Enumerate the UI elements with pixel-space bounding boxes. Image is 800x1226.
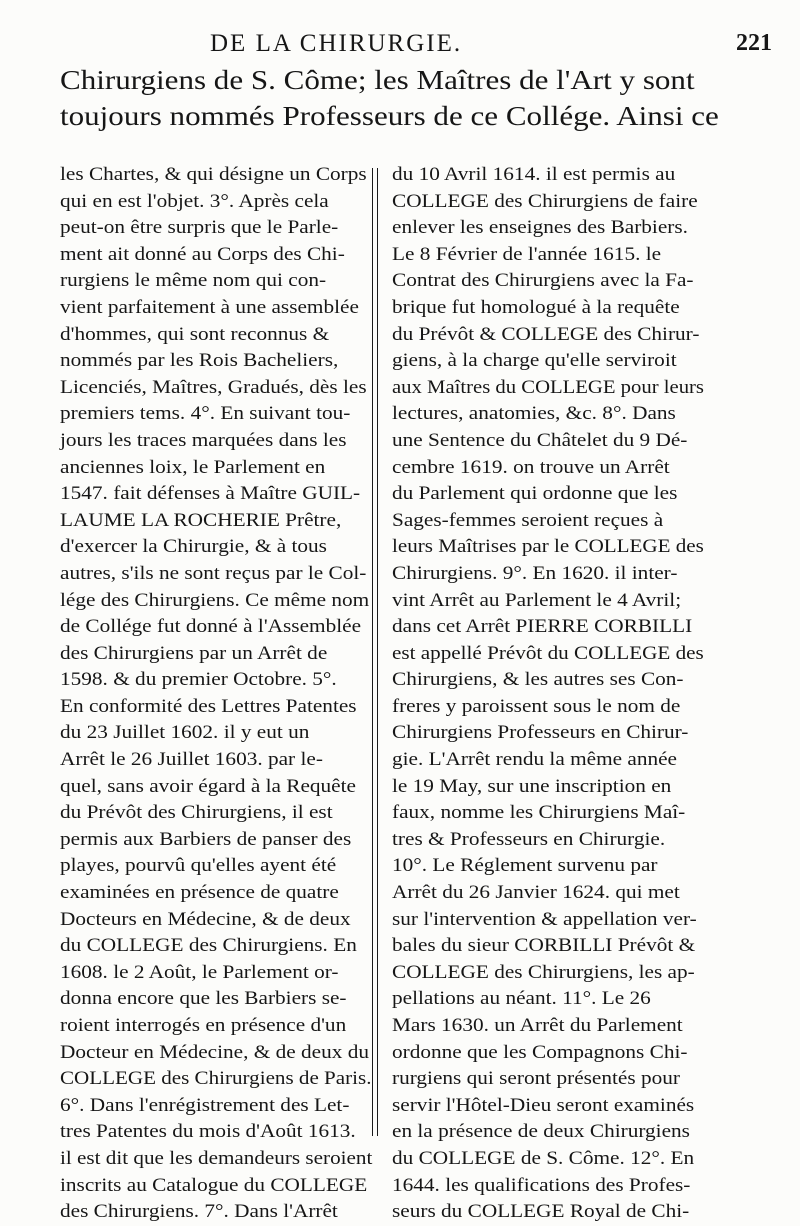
right-column-line: Mars 1630. un Arrêt du Parlement bbox=[392, 1016, 683, 1036]
right-column-line: Contrat des Chirurgiens avec la Fa- bbox=[392, 271, 694, 292]
right-column-line: sur l'intervention & appellation ver- bbox=[392, 909, 697, 930]
right-column-line: pellations au néant. 11°. Le 26 bbox=[392, 989, 651, 1010]
right-column-line: est appellé Prévôt du COLLEGE des bbox=[392, 643, 704, 664]
left-column-line: 1547. fait défenses à Maître GUIL- bbox=[60, 484, 361, 505]
left-column-line: examinées en présence de quatre bbox=[60, 883, 339, 904]
right-column-line: Chirurgiens. 9°. En 1620. il inter- bbox=[392, 563, 678, 584]
right-column-line: COLLEGE des Chirurgiens de faire bbox=[392, 191, 698, 212]
right-column-line: enlever les enseignes des Barbiers. bbox=[392, 218, 688, 239]
left-column-line: ment ait donné au Corps des Chi- bbox=[60, 244, 345, 265]
left-column-line: du Prévôt des Chirurgiens, il est bbox=[60, 803, 333, 824]
running-title: DE LA CHIRURGIE. bbox=[210, 30, 463, 57]
right-column-line: Chirurgiens Professeurs en Chirur- bbox=[392, 723, 689, 744]
left-column-line: 1608. le 2 Août, le Parlement or- bbox=[60, 962, 339, 983]
left-column-line: COLLEGE des Chirurgiens de Paris. bbox=[60, 1069, 372, 1090]
left-column-line: tres Patentes du mois d'Août 1613. bbox=[60, 1122, 356, 1143]
left-column-line: donna encore que les Barbiers se- bbox=[60, 989, 347, 1010]
left-column-line: lége des Chirurgiens. Ce même nom bbox=[60, 590, 370, 611]
right-column-line: ordonne que les Compagnons Chi- bbox=[392, 1042, 688, 1063]
left-column-line: Arrêt le 26 Juillet 1603. par le- bbox=[60, 750, 323, 771]
left-column-line: roient interrogés en présence d'un bbox=[60, 1016, 347, 1036]
right-column-line: dans cet Arrêt PIERRE CORBILLI bbox=[392, 617, 693, 638]
left-column-line: rurgiens le même nom qui con- bbox=[60, 271, 327, 292]
column-divider bbox=[372, 168, 378, 1136]
left-column-line: Licenciés, Maîtres, Gradués, dès les bbox=[60, 377, 367, 398]
right-column-line: 1644. les qualifications des Profes- bbox=[392, 1175, 691, 1196]
left-column-line: quel, sans avoir égard à la Requête bbox=[60, 776, 356, 797]
right-column-line: une Sentence du Châtelet du 9 Dé- bbox=[392, 430, 688, 451]
left-column-line: jours les traces marquées dans les bbox=[60, 430, 347, 451]
left-column-line: inscrits au Catalogue du COLLEGE bbox=[60, 1175, 368, 1196]
page-number: 221 bbox=[736, 30, 772, 56]
right-column-line: en la présence de deux Chirurgiens bbox=[392, 1122, 690, 1143]
left-column-line: des Chirurgiens. 7°. Dans l'Arrêt bbox=[60, 1202, 338, 1223]
left-column-line: peut-on être surpris que le Parle- bbox=[60, 218, 339, 239]
right-column-line: du Prévôt & COLLEGE des Chirur- bbox=[392, 324, 700, 345]
right-column-line: du COLLEGE de S. Côme. 12°. En bbox=[392, 1148, 695, 1169]
right-column-line: freres y paroissent sous le nom de bbox=[392, 696, 681, 717]
left-column-line: il est dit que les demandeurs seroient bbox=[60, 1148, 373, 1169]
left-column-line: Docteurs en Médecine, & de deux bbox=[60, 909, 351, 930]
lead-text-line: toujours nommés Professeurs de ce Collége. Ainsi ce bbox=[60, 101, 719, 131]
right-column-line: Le 8 Février de l'année 1615. le bbox=[392, 244, 662, 265]
left-column-line: premiers tems. 4°. En suivant tou- bbox=[60, 404, 351, 425]
right-column-line: giens, à la charge qu'elle serviroit bbox=[392, 351, 677, 372]
lead-paragraph bbox=[60, 62, 772, 134]
left-column-line: permis aux Barbiers de panser des bbox=[60, 829, 352, 850]
right-column bbox=[392, 162, 707, 1226]
left-column-line: du 23 Juillet 1602. il y eut un bbox=[60, 723, 310, 744]
left-column-line: 6°. Dans l'enrégistrement des Let- bbox=[60, 1095, 350, 1116]
right-column-line: vint Arrêt au Parlement le 4 Avril; bbox=[392, 590, 682, 611]
right-column-line: lectures, anatomies, &c. 8°. Dans bbox=[392, 404, 676, 425]
right-column-line: cembre 1619. on trouve un Arrêt bbox=[392, 457, 670, 478]
right-column-line: Arrêt du 26 Janvier 1624. qui met bbox=[392, 883, 680, 904]
left-column-line: du COLLEGE des Chirurgiens. En bbox=[60, 936, 357, 957]
right-column-line: gie. L'Arrêt rendu la même année bbox=[392, 750, 678, 771]
right-column-line: COLLEGE des Chirurgiens, les ap- bbox=[392, 962, 695, 983]
right-column-line: tres & Professeurs en Chirurgie. bbox=[392, 829, 666, 850]
right-column-line: du Parlement qui ordonne que les bbox=[392, 484, 678, 505]
right-column-line: aux Maîtres du COLLEGE pour leurs bbox=[392, 377, 704, 398]
left-column bbox=[60, 162, 375, 1226]
left-column-line: d'exercer la Chirurgie, & à tous bbox=[60, 537, 327, 558]
running-header bbox=[60, 30, 772, 60]
left-column-line: nommés par les Rois Bacheliers, bbox=[60, 351, 339, 372]
left-column-line: Docteur en Médecine, & de deux du bbox=[60, 1042, 369, 1063]
left-column-line: vient parfaitement à une assemblée bbox=[60, 297, 359, 318]
left-column-line: des Chirurgiens par un Arrêt de bbox=[60, 643, 328, 664]
right-column-line: rurgiens qui seront présentés pour bbox=[392, 1069, 680, 1090]
left-column-line: qui en est l'objet. 3°. Après cela bbox=[60, 191, 329, 212]
lead-text-line: Chirurgiens de S. Côme; les Maîtres de l'Art y sont bbox=[60, 65, 695, 95]
right-column-line: 10°. Le Réglement survenu par bbox=[392, 856, 658, 877]
left-column-line: les Chartes, & qui désigne un Corps bbox=[60, 165, 367, 185]
right-column-line: seurs du COLLEGE Royal de Chi- bbox=[392, 1202, 690, 1223]
right-column-line: Chirurgiens, & les autres ses Con- bbox=[392, 670, 684, 691]
right-column-line: servir l'Hôtel-Dieu seront examinés bbox=[392, 1095, 695, 1116]
right-column-line: le 19 May, sur une inscription en bbox=[392, 776, 672, 797]
left-column-line: playes, pourvû qu'elles ayent été bbox=[60, 856, 337, 877]
right-column-line: leurs Maîtrises par le COLLEGE des bbox=[392, 537, 704, 558]
right-column-line: du 10 Avril 1614. il est permis au bbox=[392, 165, 676, 185]
left-column-line: d'hommes, qui sont reconnus & bbox=[60, 324, 330, 345]
left-column-line: de Collége fut donné à l'Assemblée bbox=[60, 617, 362, 638]
left-column-line: En conformité des Lettres Patentes bbox=[60, 696, 357, 717]
right-column-line: brique fut homologué à la requête bbox=[392, 297, 680, 318]
right-column-line: bales du sieur CORBILLI Prévôt & bbox=[392, 936, 696, 957]
left-column-line: autres, s'ils ne sont reçus par le Col- bbox=[60, 563, 367, 584]
left-column-line: anciennes loix, le Parlement en bbox=[60, 457, 326, 478]
right-column-line: faux, nomme les Chirurgiens Maî- bbox=[392, 803, 686, 824]
left-column-line: LAUME LA ROCHERIE Prêtre, bbox=[60, 510, 342, 531]
right-column-line: Sages-femmes seroient reçues à bbox=[392, 510, 664, 531]
left-column-line: 1598. & du premier Octobre. 5°. bbox=[60, 670, 337, 691]
